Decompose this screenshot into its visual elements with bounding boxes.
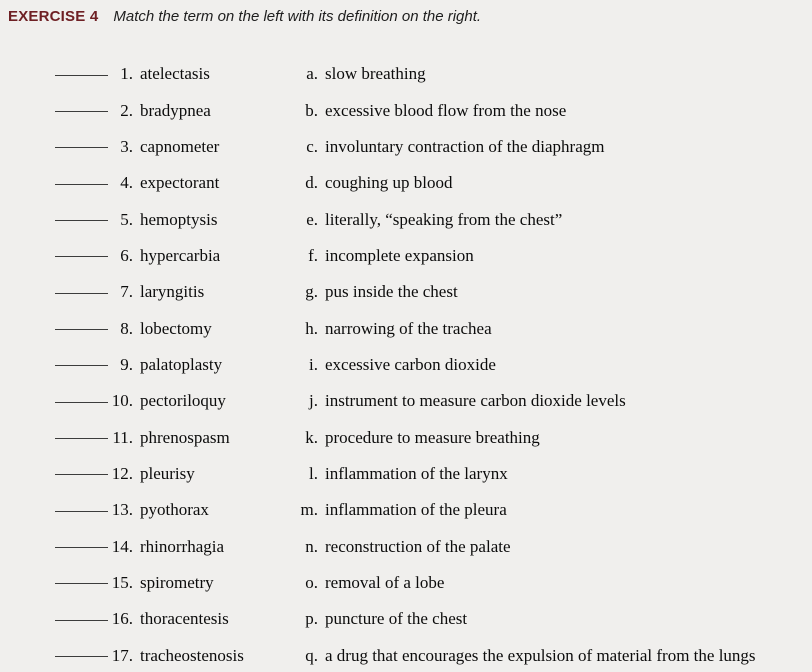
match-row [0, 638, 812, 672]
answer-blank[interactable] [55, 474, 108, 475]
definition-text: a drug that encourages the expulsion of material from the lungs [325, 645, 756, 665]
definition-text: literally, “speaking from the chest” [325, 209, 563, 229]
term-number: 14. [111, 536, 133, 556]
exercise-label: EXERCISE 4 [8, 8, 99, 25]
term-text: tracheostenosis [140, 645, 244, 665]
term-number: 16. [111, 609, 133, 629]
definition-letter: n. [305, 536, 318, 556]
definition-text: slow breathing [325, 64, 426, 84]
answer-blank[interactable] [55, 511, 108, 512]
definition-letter: a. [306, 64, 318, 84]
term-number: 5. [120, 209, 133, 229]
definition-text: reconstruction of the palate [325, 536, 511, 556]
term-text: phrenospasm [140, 427, 230, 447]
match-row [0, 165, 812, 201]
answer-blank[interactable] [55, 111, 108, 112]
answer-blank[interactable] [55, 620, 108, 621]
term-number: 13. [111, 500, 133, 520]
term-number: 2. [120, 100, 133, 120]
definition-text: coughing up blood [325, 173, 453, 193]
definition-letter: c. [306, 136, 318, 156]
answer-blank[interactable] [55, 184, 108, 185]
answer-blank[interactable] [55, 583, 108, 584]
term-number: 3. [120, 136, 133, 156]
definition-letter: f. [308, 245, 318, 265]
answer-blank[interactable] [55, 256, 108, 257]
match-row [0, 456, 812, 492]
term-text: lobectomy [140, 318, 212, 338]
match-row [0, 201, 812, 237]
definition-text: narrowing of the trachea [325, 318, 492, 338]
definition-text: excessive carbon dioxide [325, 354, 496, 374]
definition-letter: h. [305, 318, 318, 338]
term-number: 10. [111, 391, 133, 411]
term-number: 6. [120, 245, 133, 265]
term-text: palatoplasty [140, 354, 223, 374]
definition-letter: e. [306, 209, 318, 229]
term-text: capnometer [140, 136, 220, 156]
answer-blank[interactable] [55, 656, 108, 657]
definition-text: puncture of the chest [325, 609, 468, 629]
match-row [0, 56, 812, 92]
definition-text: incomplete expansion [325, 245, 474, 265]
match-row [0, 129, 812, 165]
term-text: bradypnea [140, 100, 211, 120]
answer-blank[interactable] [55, 220, 108, 221]
definition-text: excessive blood flow from the nose [325, 100, 567, 120]
match-row [0, 238, 812, 274]
definition-letter: d. [305, 173, 318, 193]
answer-blank[interactable] [55, 365, 108, 366]
definition-text: procedure to measure breathing [325, 427, 540, 447]
term-text: laryngitis [140, 282, 205, 302]
definition-letter: k. [305, 427, 318, 447]
definition-letter: m. [300, 500, 318, 520]
definition-text: removal of a lobe [325, 572, 445, 592]
definition-text: involuntary contraction of the diaphragm [325, 136, 605, 156]
term-text: rhinorrhagia [140, 536, 225, 556]
match-row [0, 347, 812, 383]
exercise-instruction: Match the term on the left with its definition on the right. [113, 8, 482, 25]
exercise-header [8, 8, 804, 25]
match-row [0, 528, 812, 564]
definition-letter: l. [309, 463, 318, 483]
term-number: 9. [120, 354, 133, 374]
definition-text: inflammation of the larynx [325, 463, 508, 483]
term-text: pectoriloquy [140, 391, 226, 411]
term-number: 8. [120, 318, 133, 338]
term-number: 1. [120, 64, 133, 84]
term-text: hemoptysis [140, 209, 218, 229]
term-text: pleurisy [140, 463, 195, 483]
match-row [0, 601, 812, 637]
term-text: spirometry [140, 572, 214, 592]
term-number: 7. [120, 282, 133, 302]
match-row [0, 310, 812, 346]
match-row [0, 92, 812, 128]
term-text: atelectasis [140, 64, 210, 84]
definition-letter: i. [309, 354, 318, 374]
match-row [0, 383, 812, 419]
match-row [0, 419, 812, 455]
definition-text: instrument to measure carbon dioxide levels [325, 391, 626, 411]
definition-letter: p. [305, 609, 318, 629]
definition-text: pus inside the chest [325, 282, 458, 302]
match-row [0, 274, 812, 310]
term-text: expectorant [140, 173, 220, 193]
match-row [0, 492, 812, 528]
definition-letter: o. [305, 572, 318, 592]
definition-text: inflammation of the pleura [325, 500, 507, 520]
definition-letter: g. [305, 282, 318, 302]
term-text: pyothorax [140, 500, 209, 520]
answer-blank[interactable] [55, 293, 108, 294]
match-list [0, 56, 812, 672]
term-text: thoracentesis [140, 609, 229, 629]
definition-letter: b. [305, 100, 318, 120]
term-number: 11. [112, 427, 133, 447]
term-number: 12. [111, 463, 133, 483]
answer-blank[interactable] [55, 402, 108, 403]
term-text: hypercarbia [140, 245, 221, 265]
definition-letter: j. [309, 391, 318, 411]
match-row [0, 565, 812, 601]
answer-blank[interactable] [55, 438, 108, 439]
answer-blank[interactable] [55, 329, 108, 330]
answer-blank[interactable] [55, 75, 108, 76]
answer-blank[interactable] [55, 547, 108, 548]
term-number: 17. [111, 645, 133, 665]
answer-blank[interactable] [55, 147, 108, 148]
term-number: 4. [120, 173, 133, 193]
term-number: 15. [111, 572, 133, 592]
definition-letter: q. [305, 645, 318, 665]
